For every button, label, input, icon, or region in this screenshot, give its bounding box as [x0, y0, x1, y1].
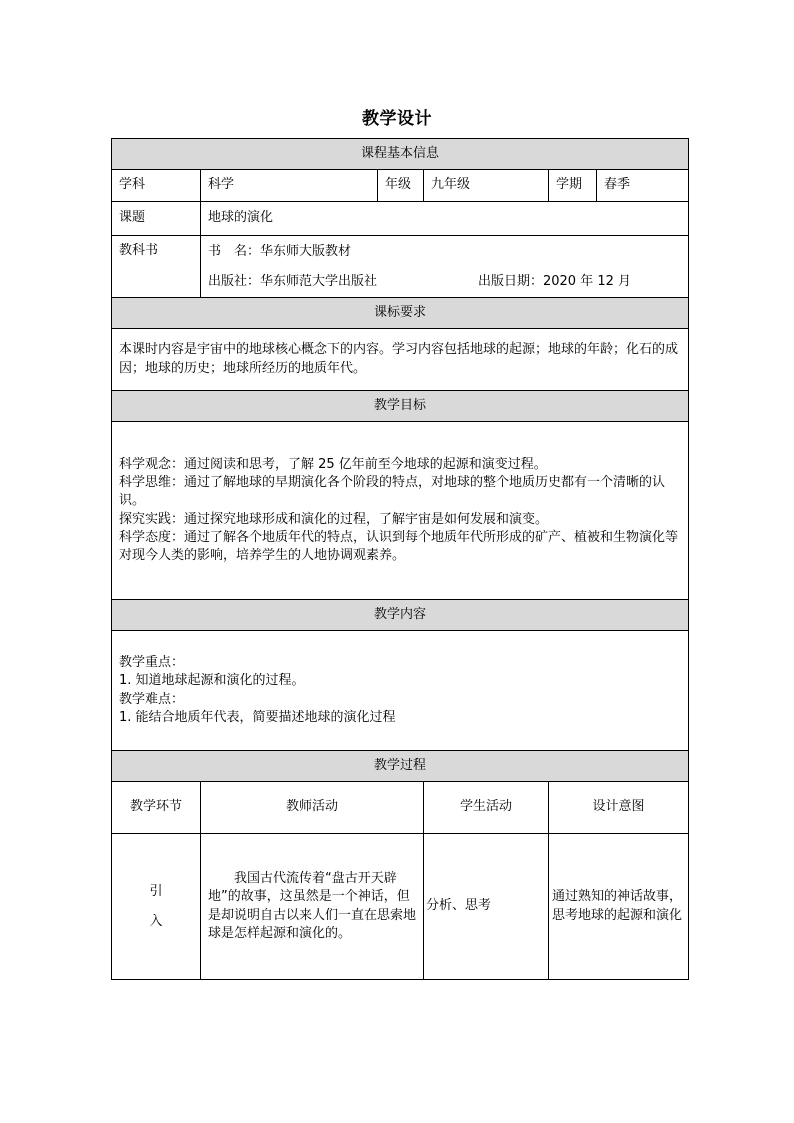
term-value: 春季	[597, 170, 689, 202]
document-title: 教学设计	[362, 109, 432, 129]
textbook-info	[201, 236, 689, 298]
stage-intro	[112, 834, 201, 980]
col-header-intent: 设计意图	[549, 782, 689, 834]
objective-item: 科学观念：通过阅读和思考，了解 25 亿年前至今地球的起源和演变过程。	[119, 456, 547, 472]
section-header-content: 教学内容	[112, 600, 689, 631]
stage-intro-line-1: 引	[149, 883, 163, 899]
book-name: 书 名：华东师大版教材	[208, 243, 352, 259]
content-body	[112, 631, 689, 751]
difficulty-label: 教学难点：	[119, 691, 185, 707]
standard-text: 本课时内容是宇宙中的地球核心概念下的内容。学习内容包括地球的起源；地球的年龄；化石的成因；地球的历史；地球所经历的地质年代。	[112, 329, 689, 391]
difficulty-item: 1. 能结合地质年代表，简要描述地球的演化过程	[119, 709, 396, 725]
student-activity: 分析、思考	[424, 834, 549, 980]
objective-item: 探究实践：通过探究地球形成和演化的过程，了解宇宙是如何发展和演变。	[119, 511, 549, 527]
stage-intro-line-2: 入	[149, 913, 163, 929]
teacher-activity: 我国古代流传着“盘古开天辟地”的故事，这虽然是一个神话，但是却说明自古以来人们一直在思索地球是怎样起源和演化的。	[201, 834, 424, 980]
grade-label: 年级	[378, 170, 424, 202]
objective-item: 科学思维：通过了解地球的早期演化各个阶段的特点，对地球的整个地质历史都有一个清晰的认识。	[119, 475, 666, 509]
objectives-body	[112, 422, 689, 600]
key-points-label: 教学重点：	[119, 655, 185, 671]
section-header-standard: 课标要求	[112, 298, 689, 329]
publish-date: 出版日期：2020 年 12 月	[477, 273, 632, 289]
subject-label: 学科	[112, 170, 201, 202]
section-header-basic-info: 课程基本信息	[112, 139, 689, 170]
subject-value: 科学	[201, 170, 378, 202]
objective-item: 科学态度：通过了解各个地质年代的特点，认识到每个地质年代所形成的矿产、植被和生物演化等对现今人类的影响，培养学生的人地协调观素养。	[119, 529, 679, 563]
textbook-label: 教科书	[112, 236, 201, 298]
section-header-process: 教学过程	[112, 751, 689, 782]
col-header-stage: 教学环节	[112, 782, 201, 834]
topic-label: 课题	[112, 202, 201, 236]
grade-value: 九年级	[424, 170, 549, 202]
section-header-objectives: 教学目标	[112, 391, 689, 422]
col-header-student: 学生活动	[424, 782, 549, 834]
design-intent: 通过熟知的神话故事，思考地球的起源和演化	[549, 834, 689, 980]
col-header-teacher: 教师活动	[201, 782, 424, 834]
publisher-row	[208, 267, 681, 297]
term-label: 学期	[549, 170, 597, 202]
lesson-plan-table	[111, 138, 689, 980]
publisher: 出版社：华东师范大学出版社	[208, 273, 378, 289]
topic-value: 地球的演化	[201, 202, 689, 236]
key-point-item: 1. 知道地球起源和演化的过程。	[119, 673, 305, 689]
